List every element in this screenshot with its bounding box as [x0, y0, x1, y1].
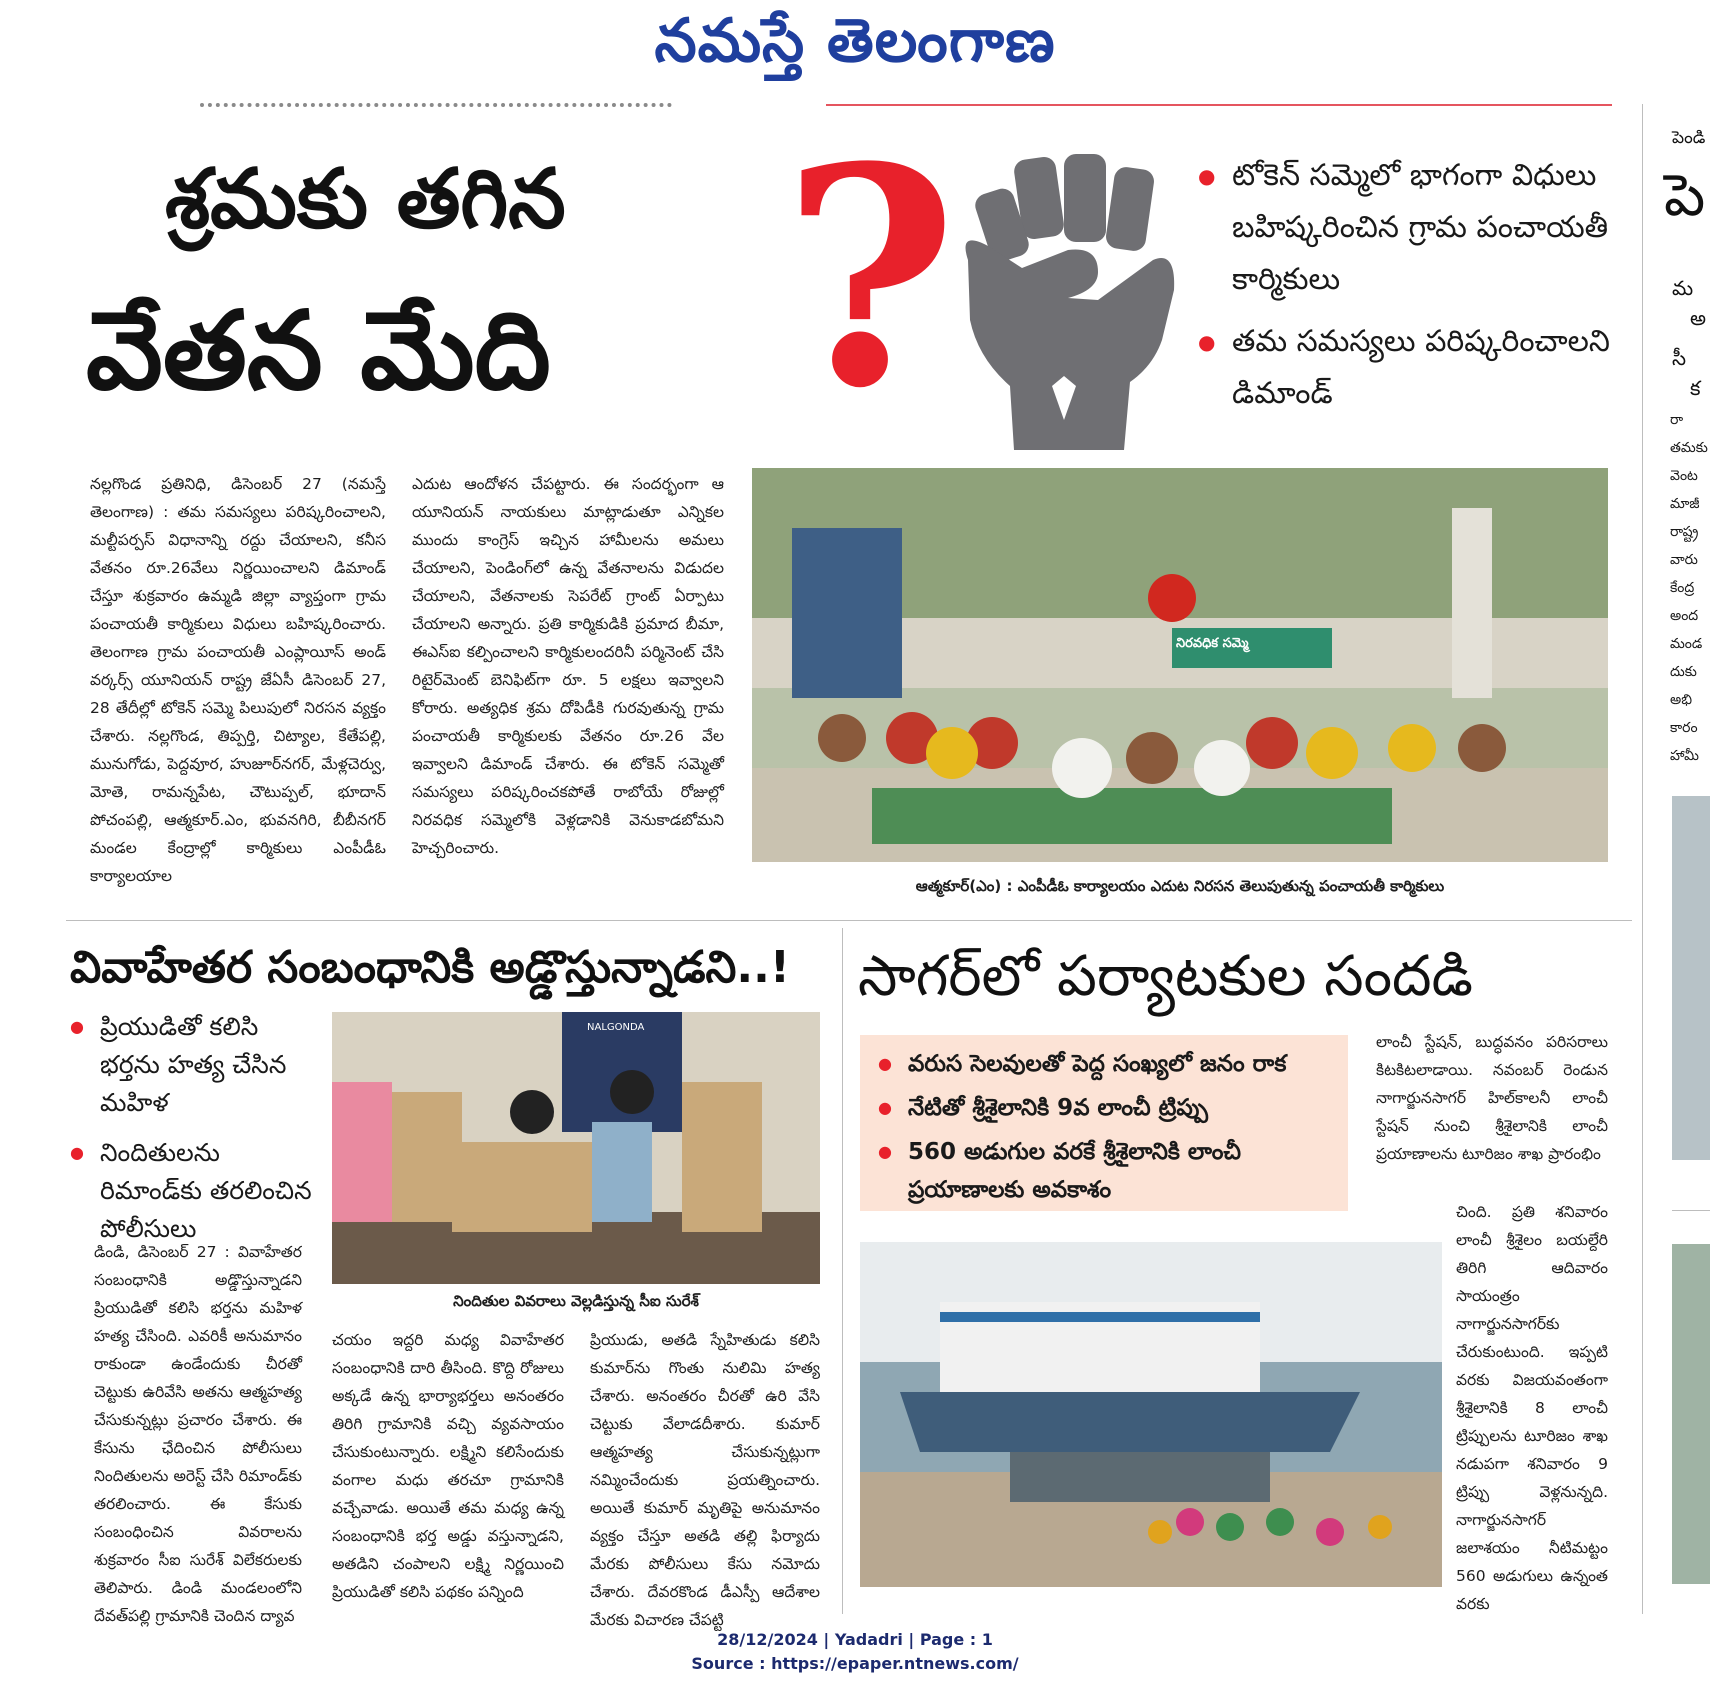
edge-headline-fragment: పె — [1664, 161, 1706, 229]
story2-photo-caption: నిందితుల వివరాలు వెల్లడిస్తున్న సీఐ సురేశ్ — [453, 1292, 699, 1310]
story2-body-column-3: ప్రియుడు, అతడి స్నేహితుడు కలిసి కుమార్‌ను గొంతు నులిమి హత్య చేశారు. అనంతరం చీరతో ఉరి వేసి చెట్టుకు వేలాడదీశారు. కుమార్ ఆత్మహత్య చేసుకున్నట్లుగా నమ్మించేందుకు ప్రయత్నించారు. అయితే కుమార్ మృతిపై అనుమానం వ్యక్తం చేస్తూ అతడి తల్లి ఫిర్యాదు మేరకు పోలీసులు కేసు నమోదు చేశారు. దేవరకొండ డీఎస్పీ ఆదేశాల మేరకు విచారణ చేపట్టి — [590, 1331, 820, 1629]
edge-top-label: పెండి — [1672, 128, 1706, 148]
edge-photo-1 — [1672, 796, 1710, 1160]
story3-bullet: ● వరుస సెలవులతో పెద్ద సంఖ్యలో జనం రాక — [878, 1045, 1334, 1083]
edge-bullet: అ — [1690, 306, 1706, 330]
lead-body-column-1: నల్లగొండ ప్రతినిధి, డిసెంబర్ 27 (నమస్తే తెలంగాణ) : తమ సమస్యలు పరిష్కరించాలని, మల్టీపర్పస్ విధానాన్ని రద్దు చేయాలని, కనీస వేతనం రూ.26వేలు నిర్ణయించాలని డిమాండ్ చేస్తూ శుక్రవారం ఉమ్మడి జిల్లా వ్యాప్తంగా గ్రామ పంచాయతీ కార్మికులు విధులు బహిష్కరించారు. తెలంగాణ గ్రామ పంచాయతీ ఎంప్లాయీస్ అండ్ వర్కర్స్ యూనియన్ రాష్ట్ర జేఏసీ డిసెంబర్ 27, 28 తేదీల్లో టోకెన్ సమ్మె పిలుపులో నిరసన వ్యక్తం చేశారు. నల్లగొండ, తిప్పర్తి, చిట్యాల, కేతేపల్లి, మునుగోడు, పెద్దవూర, హుజూర్‌నగర్, మేళ్లచెర్వు, మోతె, రామన్నపేట, చౌటుప్పల్, భూదాన్ పోచంపల్లి, ఆత్మకూర్.ఎం, భువనగిరి, బీబీనగర్ మండల కేంద్రాల్లో కార్మికులు ఎంపీడీఓ కార్యాలయాల — [90, 475, 386, 885]
story2-bullets — [70, 1008, 322, 1260]
dotted-divider — [200, 103, 672, 107]
edge-line: వారు — [1670, 552, 1698, 568]
footer-date-edition: 28/12/2024 | Yadadri | Page : 1 — [717, 1630, 993, 1649]
lead-bullet: ● తమ సమస్యలు పరిష్కరించాలని డిమాండ్ — [1198, 316, 1618, 420]
banner-text: నిరవధిక సమ్మె — [1176, 636, 1249, 651]
lower-column-rule — [842, 928, 843, 1614]
story2-body-column-2: చయం ఇద్దరి మధ్య వివాహేతర సంబంధానికి దారి తీసింది. కొద్ది రోజులు అక్కడే ఉన్న భార్యాభర్తలు అనంతరం తిరిగి గ్రామానికి వచ్చి వ్యవసాయం చేసుకుంటున్నారు. లక్ష్మిని కలిసేందుకు వంగాల మధు తరచూ గ్రామానికి వచ్చేవాడు. అయితే తమ మధ్య ఉన్న సంబంధానికి భర్త అడ్డు వస్తున్నాడని, అతడిని చంపాలని లక్ష్మి నిర్ణయించి ప్రియుడితో కలిసి పథకం పన్నింది — [332, 1331, 564, 1601]
lead-bullet: ● టోకెన్ సమ్మెలో భాగంగా విధులు బహిష్కరించిన గ్రామ పంచాయతీ కార్మికులు — [1198, 150, 1618, 306]
edge-divider — [1672, 1210, 1710, 1211]
edge-line: వెంట — [1670, 468, 1698, 484]
right-column-rule — [1642, 104, 1643, 1614]
story3-bullet: ● నేటితో శ్రీశైలానికి 9వ లాంచీ ట్రిప్పు — [878, 1089, 1334, 1127]
photo-label: NALGONDA — [587, 1022, 645, 1033]
edge-line: మాజీ — [1670, 496, 1700, 512]
edge-column-lines — [1670, 406, 1708, 770]
lead-headline-line2: వేతన మేది — [86, 289, 551, 414]
masthead: నమస్తే తెలంగాణ — [654, 6, 1056, 76]
question-mark-graphic: ? — [782, 101, 958, 454]
edge-line: మండ — [1670, 636, 1703, 652]
lead-summary-bullets — [1198, 150, 1618, 430]
story3-bullet: ● 560 అడుగుల వరకే శ్రీశైలానికి లాంచీ ప్రయాణాలకు అవకాశం — [878, 1133, 1334, 1209]
edge-line: దుకు — [1670, 664, 1697, 680]
story3-photo-launch — [860, 1242, 1442, 1587]
story3-highlight-box — [860, 1035, 1348, 1211]
story2-bullet: ● నిందితులను రిమాండ్‌కు తరలించిన పోలీసులు — [70, 1134, 322, 1248]
story2-headline: వివాహేతర సంబంధానికి అడ్డొస్తున్నాడని..! — [70, 942, 790, 993]
edge-line: తమకు — [1670, 440, 1708, 456]
edge-line: కేంద్ర — [1670, 580, 1695, 596]
story2-bullet: ● ప్రియుడితో కలిసి భర్తను హత్య చేసిన మహిళ — [70, 1008, 322, 1122]
edge-line: హామీ — [1670, 748, 1699, 764]
story3-body-column-bottom: చింది. ప్రతి శనివారం లాంచీ శ్రీశైలం బయల్దేరి తిరిగి ఆదివారం సాయంత్రం నాగార్జునసాగర్‌కు చేరుకుంటుంది. ఇప్పటి వరకు విజయవంతంగా శ్రీశైలానికి 8 లాంచీ ట్రిప్పులను టూరిజం శాఖ నడుపగా శనివారం 9 ట్రిప్పు వెళ్లనున్నది. నాగార్జునసాగర్ జలాశయం నీటిమట్టం 560 అడుగులు ఉన్నంత వరకు — [1456, 1203, 1608, 1613]
edge-photo-2 — [1672, 1244, 1710, 1584]
edge-bullet: క — [1690, 376, 1701, 400]
edge-line: కారం — [1670, 720, 1698, 736]
footer-source-link[interactable]: Source : https://epaper.ntnews.com/ — [691, 1654, 1019, 1673]
launch-boat-illustration — [860, 1242, 1442, 1587]
edge-line: అంద — [1670, 608, 1699, 624]
raised-fist-icon — [948, 150, 1180, 450]
lead-body-column-2: ఎదుట ఆందోళన చేపట్టారు. ఈ సందర్భంగా ఆ యూనియన్ నాయకులు మాట్లాడుతూ ఎన్నికల ముందు కాంగ్రెస్ ఇచ్చిన హామీలను అమలు చేయాలని, పెండింగ్‌లో ఉన్న వేతనాలను విడుదల చేయాలని, వేతనాలకు సెపరేట్ గ్రాంట్ ఏర్పాటు చేయాలని అన్నారు. ప్రతి కార్మికుడికి ప్రమాద బీమా, ఈఎస్ఐ కల్పించాలని కార్మికులందరినీ పర్మినెంట్ చేసి రిటైర్‌మెంట్ బెనిఫిట్‌గా రూ. 5 లక్షలు ఇవ్వాలని కోరారు. అత్యధిక శ్రమ దోపిడీకి గురవుతున్న గ్రామ పంచాయతీ కార్మికులకు వేతనం రూ.26 వేల ఇవ్వాలని డిమాండ్ చేశారు. ఈ టోకెన్ సమ్మెతో సమస్యలు పరిష్కరించకపోతే రాబోయే రోజుల్లో నిరవధిక సమ్మెలోకి వెళ్లడానికి వెనుకాడబోమని హెచ్చరించారు. — [412, 475, 724, 857]
page-footer — [0, 1628, 1710, 1676]
edge-line: రాష్ట్ర — [1670, 524, 1699, 540]
edge-line: అభి — [1670, 692, 1692, 708]
lead-photo-caption: ఆత్మకూర్(ఎం) : ఎంపీడీఓ కార్యాలయం ఎదుట నిరసన తెలుపుతున్న పంచాయతీ కార్మికులు — [915, 877, 1445, 895]
section-divider — [66, 920, 1632, 921]
protest-scene-illustration — [752, 468, 1608, 862]
edge-bullet: మ — [1672, 276, 1694, 300]
lead-photo-protest — [752, 468, 1608, 862]
story2-photo-police — [332, 1012, 820, 1284]
story3-body-column-top: లాంచీ స్టేషన్, బుద్ధవనం పరిసరాలు కిటకిటలాడాయి. నవంబర్ రెండున నాగార్జునసాగర్ హిల్‌కాలనీ లాంచీ స్టేషన్ నుంచి శ్రీశైలానికి లాంచీ ప్రయాణాలను టూరిజం శాఖ ప్రారంభిం — [1376, 1033, 1608, 1163]
edge-bullet: సీ — [1672, 346, 1687, 370]
story3-headline: సాగర్‌లో పర్యాటకుల సందడి — [858, 944, 1473, 1009]
story2-body-column-1: డిండి, డిసెంబర్ 27 : వివాహేతర సంబంధానికి అడ్డొస్తున్నాడని ప్రియుడితో కలిసి భర్తను మహిళ హత్య చేసింది. ఎవరికీ అనుమానం రాకుండా ఉండేందుకు చీరతో చెట్టుకు ఉరివేసి అతను ఆత్మహత్య చేసుకున్నట్లు ప్రచారం చేశారు. ఈ కేసును ఛేదించిన పోలీసులు నిందితులను అరెస్ట్ చేసి రిమాండ్‌కు తరలించారు. ఈ కేసుకు సంబంధించిన వివరాలను శుక్రవారం సీఐ సురేశ్ విలేకరులకు తెలిపారు. డిండి మండలంలోని దేవత్‌పల్లి గ్రామానికి చెందిన ద్యావ — [94, 1243, 302, 1625]
police-briefing-illustration — [332, 1012, 820, 1284]
lead-headline-line1: శ్రమకు తగిన — [165, 152, 566, 247]
edge-line: రా — [1670, 412, 1684, 428]
